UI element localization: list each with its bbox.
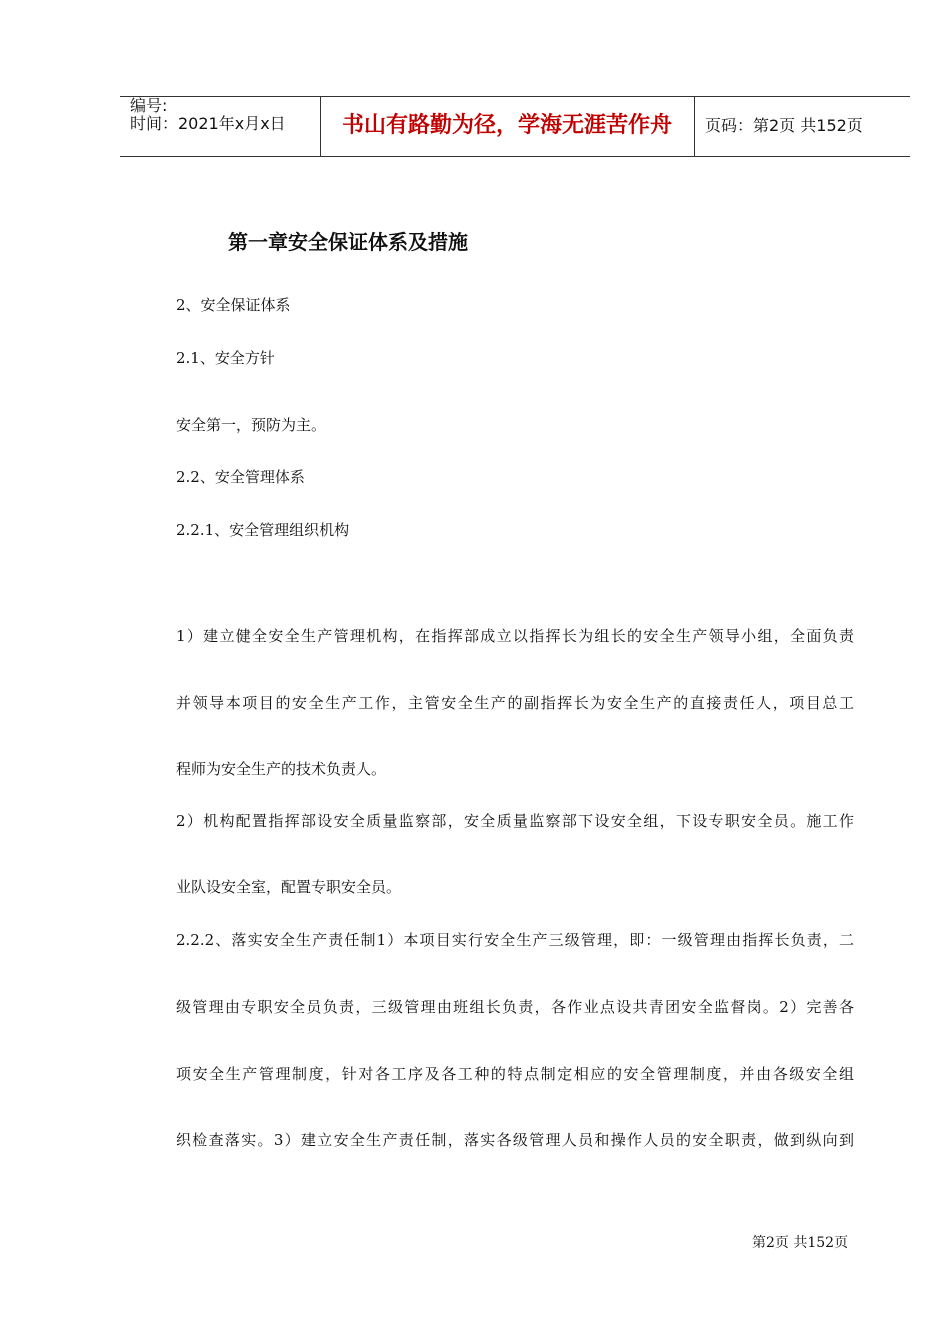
header-top-rule [120,96,910,97]
body-line: 2.2.2、落实安全生产责任制1）本项目实行安全生产三级管理，即：一级管理由指挥长负责，二 [176,931,854,949]
chapter-title: 第一章安全保证体系及措施 [228,230,468,254]
body-line: 2）机构配置指挥部设安全质量监察部，安全质量监察部下设安全组，下设专职安全员。施工作 [176,812,854,830]
document-date-label: 时间：2021年x月x日 [130,114,286,133]
header-bottom-rule [120,156,910,157]
body-line: 1）建立健全安全生产管理机构，在指挥部成立以指挥长为组长的安全生产领导小组，全面负责 [176,627,854,645]
header-motto: 书山有路勤为径，学海无涯苦作舟 [341,113,672,138]
header-divider [694,96,695,157]
body-line: 并领导本项目的安全生产工作，主管安全生产的副指挥长为安全生产的直接责任人，项目总工 [176,694,854,712]
document-code-label: 编号: [130,96,168,115]
body-line: 项安全生产管理制度，针对各工序及各工种的特点制定相应的安全管理制度，并由各级安全组 [176,1065,854,1083]
body-line: 织检查落实。3）建立安全生产责任制，落实各级管理人员和操作人员的安全职责，做到纵向到 [176,1131,854,1149]
footer-page-number: 第2页 共152页 [752,1235,849,1251]
body-line: 业队设安全室，配置专职安全员。 [176,878,402,896]
document-header [0,0,950,160]
section-heading: 2、安全保证体系 [176,296,291,314]
body-line: 安全第一，预防为主。 [176,416,327,434]
subsection-heading: 2.2、安全管理体系 [176,468,305,486]
header-page-number: 页码：第2页 共152页 [705,116,863,135]
subsection-heading: 2.1、安全方针 [176,349,275,367]
body-line: 程师为安全生产的技术负责人。 [176,760,387,778]
body-line: 级管理由专职安全员负责，三级管理由班组长负责，各作业点设共青团安全监督岗。2）完善各 [176,998,854,1016]
subsection-heading: 2.2.1、安全管理组织机构 [176,521,350,539]
